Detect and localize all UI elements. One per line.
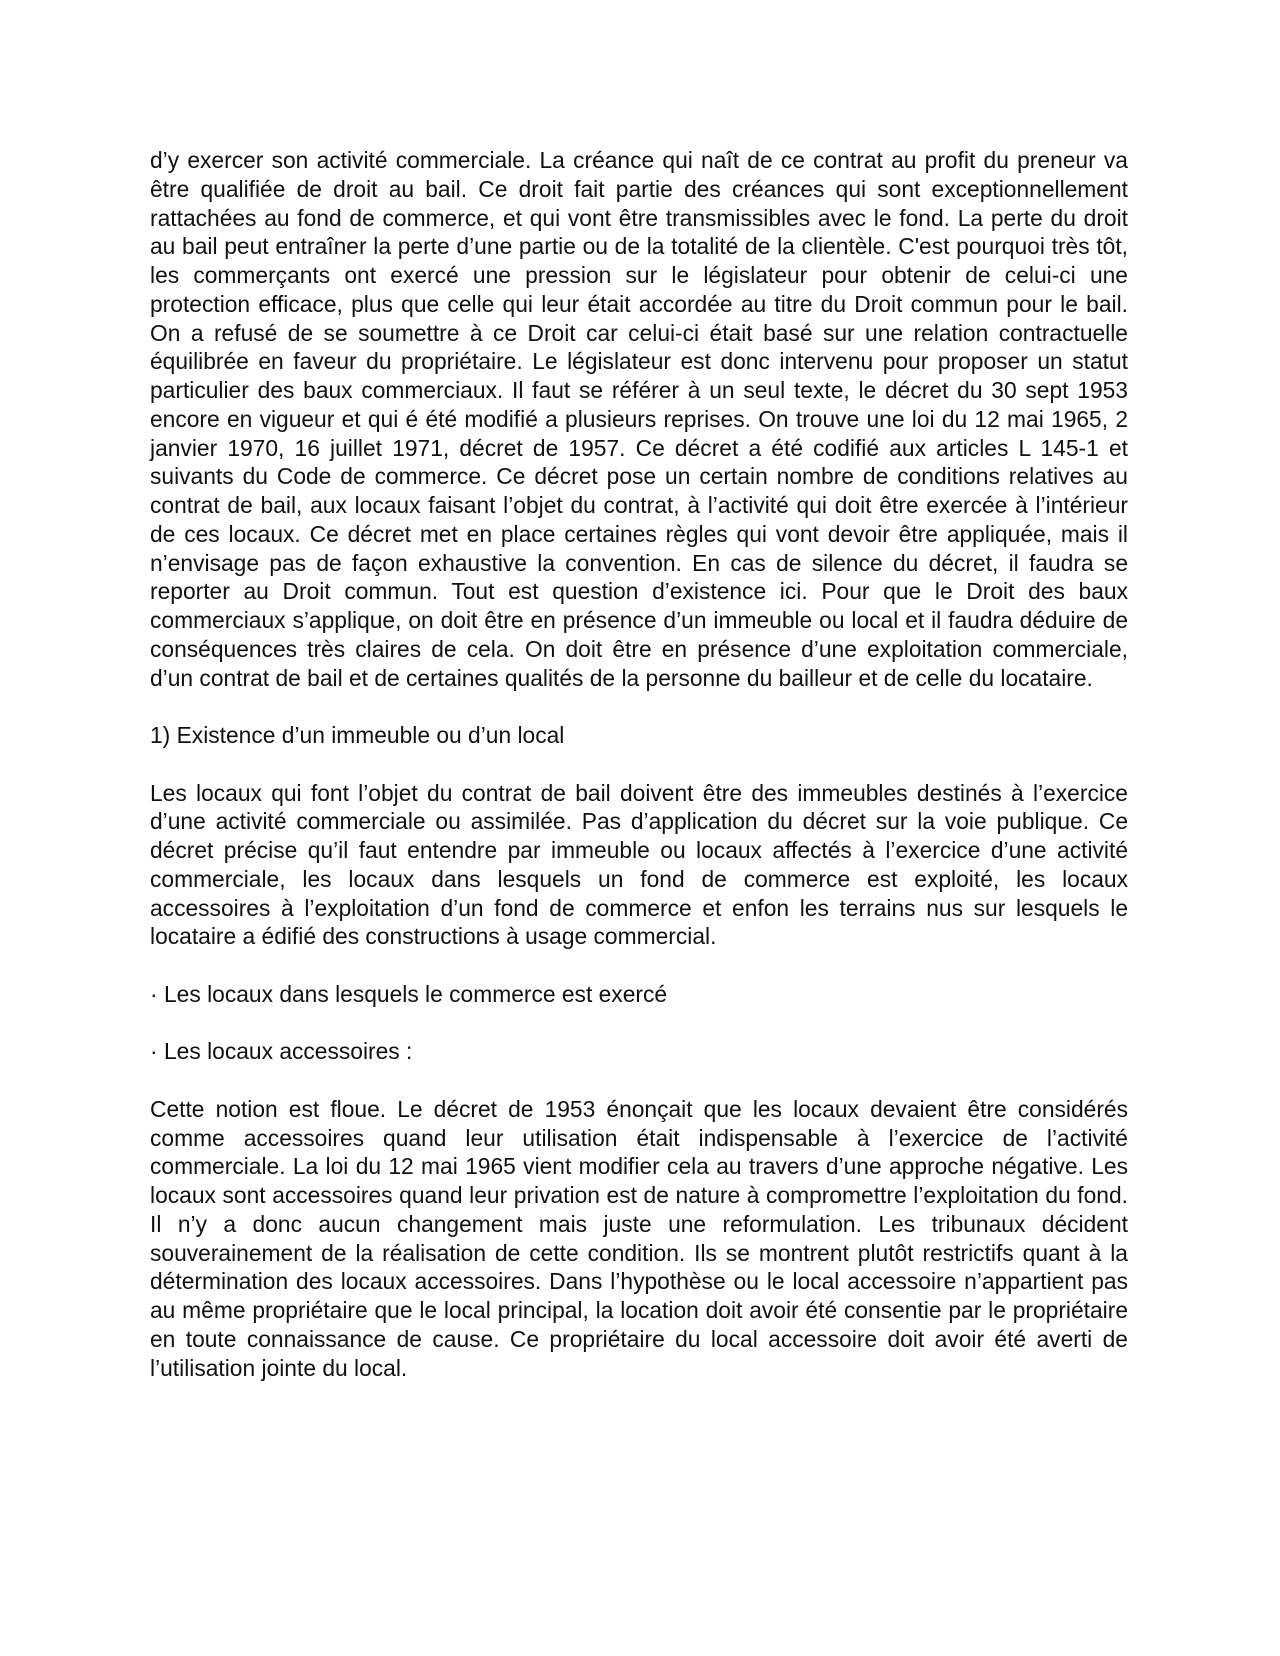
bullet-icon: · [150,1038,158,1065]
bullet-text: Les locaux accessoires : [164,1038,413,1065]
document-page [150,146,1128,1411]
bullet-item-commerce-premises [150,980,1128,1009]
bullet-item-accessory-premises [150,1037,1128,1066]
paragraph-intro: d’y exercer son activité commerciale. La créance qui naît de ce contrat au profit du preneur va être qualifiée de droit au bail. Ce droit fait partie des créances qui sont exceptionnellement rattachées au fond de commerce, et qui vont être transmissibles avec le fond. La perte du droit au bail peut entraîner la perte d’une partie ou de la totalité de la clientèle. C'est pourquoi très tôt, les commerçants ont exercé une pression sur le législateur pour obtenir de celui-ci une protection efficace, plus que celle qui leur était accordée au titre du Droit commun pour le bail. On a refusé de se soumettre à ce Droit car celui-ci était basé sur une relation contractuelle équilibrée en faveur du propriétaire. Le législateur est donc intervenu pour proposer un statut particulier des baux commerciaux. Il faut se référer à un seul texte, le décret du 30 sept 1953 encore en vigueur et qui é été modifié a plusieurs reprises. On trouve une loi du 12 mai 1965, 2 janvier 1970, 16 juillet 1971, décret de 1957. Ce décret a été codifié aux articles L 145-1 et suivants du Code de commerce. Ce décret pose un certain nombre de conditions relatives au contrat de bail, aux locaux faisant l’objet du contrat, à l’activité qui doit être exercée à l’intérieur de ces locaux. Ce décret met en place certaines règles qui vont devoir être appliquée, mais il n’envisage pas de façon exhaustive la convention. En cas de silence du décret, il faudra se reporter au Droit commun. Tout est question d’existence ici. Pour que le Droit des baux commerciaux s’applique, on doit être en présence d’un immeuble ou local et il faudra déduire de conséquences très claires de cela. On doit être en présence d’une exploitation commerciale, d’un contrat de bail et de certaines qualités de la personne du bailleur et de celle du locataire. [150,147,1128,691]
paragraph-definition: Les locaux qui font l’objet du contrat de bail doivent être des immeubles destinés à l’exercice d’une activité commerciale ou assimilée. Pas d’application du décret sur la voie publique. Ce décret précise qu’il faut entendre par immeuble ou locaux affectés à l’exercice d’une activité commerciale, les locaux dans lesquels un fond de commerce est exploité, les locaux accessoires à l’exploitation d’un fond de commerce et enfon les terrains nus sur lesquels le locataire a édifié des constructions à usage commercial. [150,779,1128,950]
paragraph-accessory-notion: Cette notion est floue. Le décret de 1953 énonçait que les locaux devaient être considérés comme accessoires quand leur utilisation était indispensable à l’exercice de l’activité commerciale. La loi du 12 mai 1965 vient modifier cela au travers d’une approche négative. Les locaux sont accessoires quand leur privation est de nature à compromettre l’exploitation du fond. Il n’y a donc aucun changement mais juste une reformulation. Les tribunaux décident souverainement de la réalisation de cette condition. Ils se montrent plutôt restrictifs quant à la détermination des locaux accessoires. Dans l’hypothèse ou le local accessoire n’appartient pas au même propriétaire que le local principal, la location doit avoir été consentie par le propriétaire en toute connaissance de cause. Ce propriétaire du local accessoire doit avoir été averti de l’utilisation jointe du local. [150,1095,1128,1381]
section-heading: 1) Existence d’un immeuble ou d’un local [150,722,565,748]
bullet-text: Les locaux dans lesquels le commerce est exercé [164,980,668,1007]
bullet-icon: · [150,980,158,1007]
